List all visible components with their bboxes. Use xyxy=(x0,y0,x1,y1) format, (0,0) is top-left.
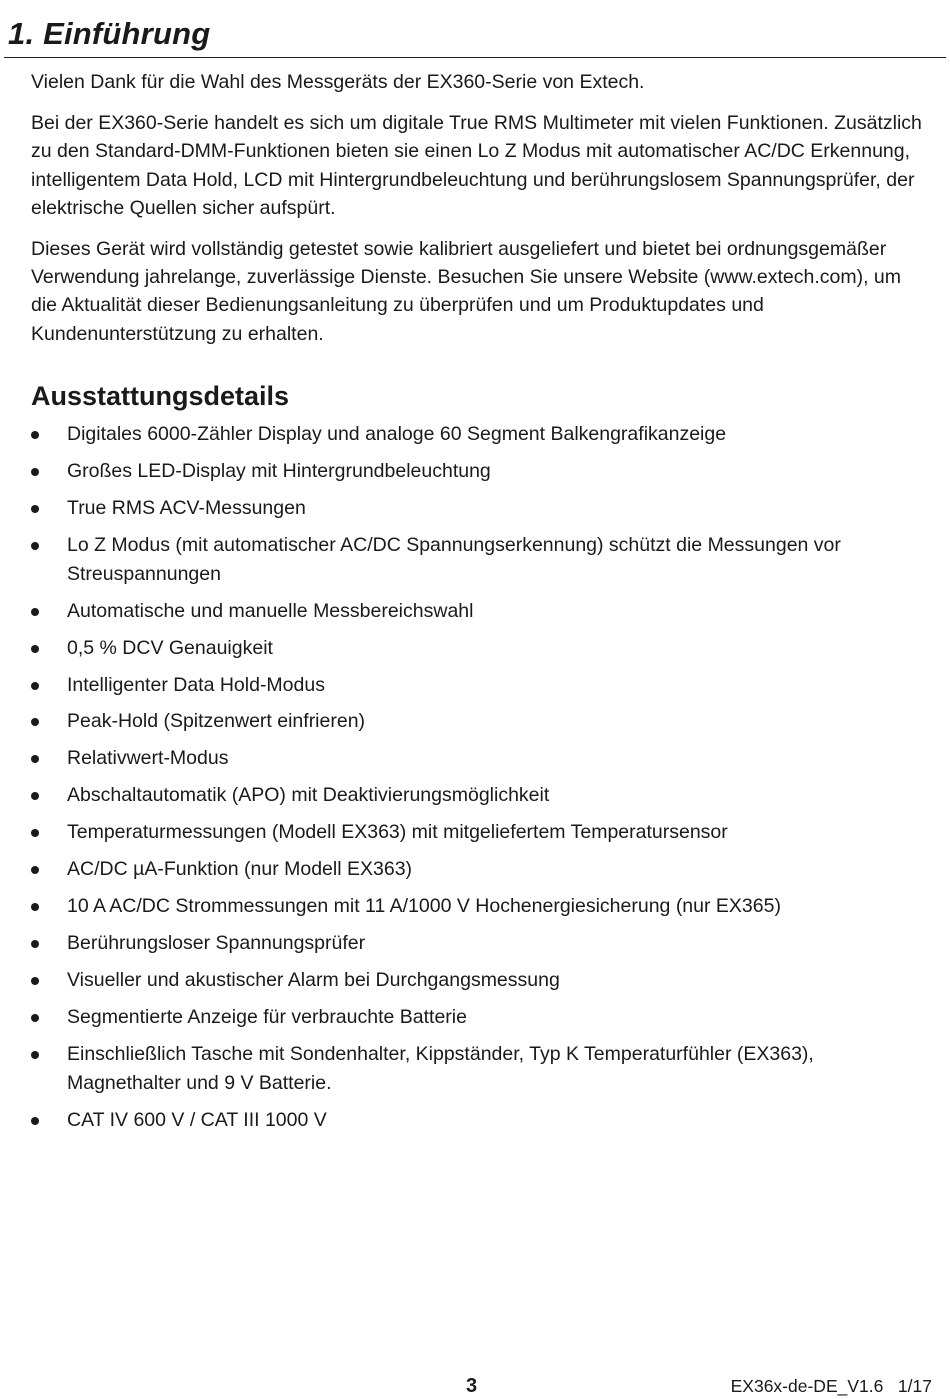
feature-text: CAT IV 600 V / CAT III 1000 V xyxy=(67,1108,327,1131)
feature-item xyxy=(31,818,921,847)
bullet-icon xyxy=(31,792,39,800)
bullet-icon xyxy=(31,682,39,690)
features-heading: Ausstattungsdetails xyxy=(31,381,290,411)
feature-text: Digitales 6000-Zähler Display und analoge 60 Segment Balkengrafikanzeige xyxy=(67,423,727,445)
feature-text: Intelligenter Data Hold-Modus xyxy=(67,673,325,696)
chapter-title: 1. Einführung xyxy=(8,16,211,51)
feature-text: Automatische und manuelle Messbereichswahl xyxy=(67,599,474,622)
feature-text: Lo Z Modus (mit automatischer AC/DC Spannungserkennung) schützt die Messungen vor Streuspannungen xyxy=(67,533,841,585)
bullet-icon xyxy=(31,645,39,653)
bullet-icon xyxy=(31,829,39,837)
feature-item xyxy=(31,597,921,626)
feature-text: 0,5 % DCV Genauigkeit xyxy=(67,636,273,659)
feature-text: True RMS ACV-Messungen xyxy=(67,496,306,519)
bullet-icon xyxy=(31,755,39,763)
feature-item xyxy=(31,634,921,663)
feature-text: Relativwert-Modus xyxy=(67,747,229,770)
feature-text: Abschaltautomatik (APO) mit Deaktivierungsmöglichkeit xyxy=(67,784,550,807)
feature-text: Segmentierte Anzeige für verbrauchte Batterie xyxy=(67,1006,467,1029)
feature-text: Großes LED-Display mit Hintergrundbeleuchtung xyxy=(67,459,491,482)
bullet-icon xyxy=(31,903,39,911)
chapter-divider xyxy=(4,57,946,58)
feature-text: Visueller und akustischer Alarm bei Durchgangsmessung xyxy=(67,969,560,992)
bullet-icon xyxy=(31,542,39,550)
bullet-icon xyxy=(31,608,39,616)
feature-item xyxy=(31,892,921,921)
feature-item xyxy=(31,420,921,449)
intro-paragraph: Bei der EX360-Serie handelt es sich um digitale True RMS Multimeter mit vielen Funktionen. Zusätzlich zu den Standard-DMM-Funktionen bieten sie einen Lo Z Modus mit automatischer AC/DC Erkennung, intelligentem Data Hold, LCD mit Hintergrundbeleuchtung und berührungslosem Spannungsprüfer, der elektrische Quellen sicher aufspürt. xyxy=(31,112,922,219)
feature-text: 10 A AC/DC Strommessungen mit 11 A/1000 V Hochenergiesicherung (nur EX365) xyxy=(67,895,781,918)
feature-text: Berührungsloser Spannungsprüfer xyxy=(67,932,366,955)
feature-item xyxy=(31,494,921,523)
feature-item xyxy=(31,855,921,884)
bullet-icon xyxy=(31,1117,39,1125)
intro-paragraph: Dieses Gerät wird vollständig getestet sowie kalibriert ausgeliefert und bietet bei ordnungsgemäßer Verwendung jahrelange, zuverlässige Dienste. Besuchen Sie unsere Website (www.extech.com), um die Aktualität dieser Bedienungsanleitung zu überprüfen und um Produktupdates und Kundenunterstützung zu erhalten. xyxy=(31,238,902,345)
bullet-icon xyxy=(31,505,39,513)
bullet-icon xyxy=(31,977,39,985)
feature-text: Peak-Hold (Spitzenwert einfrieren) xyxy=(67,710,366,733)
feature-item xyxy=(31,1003,921,1032)
feature-item xyxy=(31,1106,921,1135)
features-list xyxy=(31,420,921,1143)
document-id: EX36x-de-DE_V1.6 1/17 xyxy=(730,1376,932,1396)
feature-item xyxy=(31,457,921,486)
feature-text: AC/DC µA-Funktion (nur Modell EX363) xyxy=(67,858,413,881)
feature-item xyxy=(31,707,921,736)
bullet-icon xyxy=(31,718,39,726)
feature-item xyxy=(31,966,921,995)
bullet-icon xyxy=(31,468,39,476)
bullet-icon xyxy=(31,940,39,948)
page-number: 3 xyxy=(466,1375,478,1397)
bullet-icon xyxy=(31,1051,39,1059)
feature-text: Einschließlich Tasche mit Sondenhalter, Kippständer, Typ K Temperaturfühler (EX363), Magnethalter und 9 V Batterie. xyxy=(67,1043,814,1094)
feature-item xyxy=(31,671,921,700)
feature-item xyxy=(31,1040,921,1097)
bullet-icon xyxy=(31,866,39,874)
intro-section xyxy=(31,68,931,361)
feature-item xyxy=(31,531,921,588)
feature-text: Temperaturmessungen (Modell EX363) mit mitgeliefertem Temperatursensor xyxy=(67,821,728,844)
bullet-icon xyxy=(31,431,39,439)
feature-item xyxy=(31,781,921,810)
feature-item xyxy=(31,744,921,773)
feature-item xyxy=(31,929,921,958)
intro-paragraph: Vielen Dank für die Wahl des Messgeräts der EX360-Serie von Extech. xyxy=(31,71,645,93)
bullet-icon xyxy=(31,1014,39,1022)
